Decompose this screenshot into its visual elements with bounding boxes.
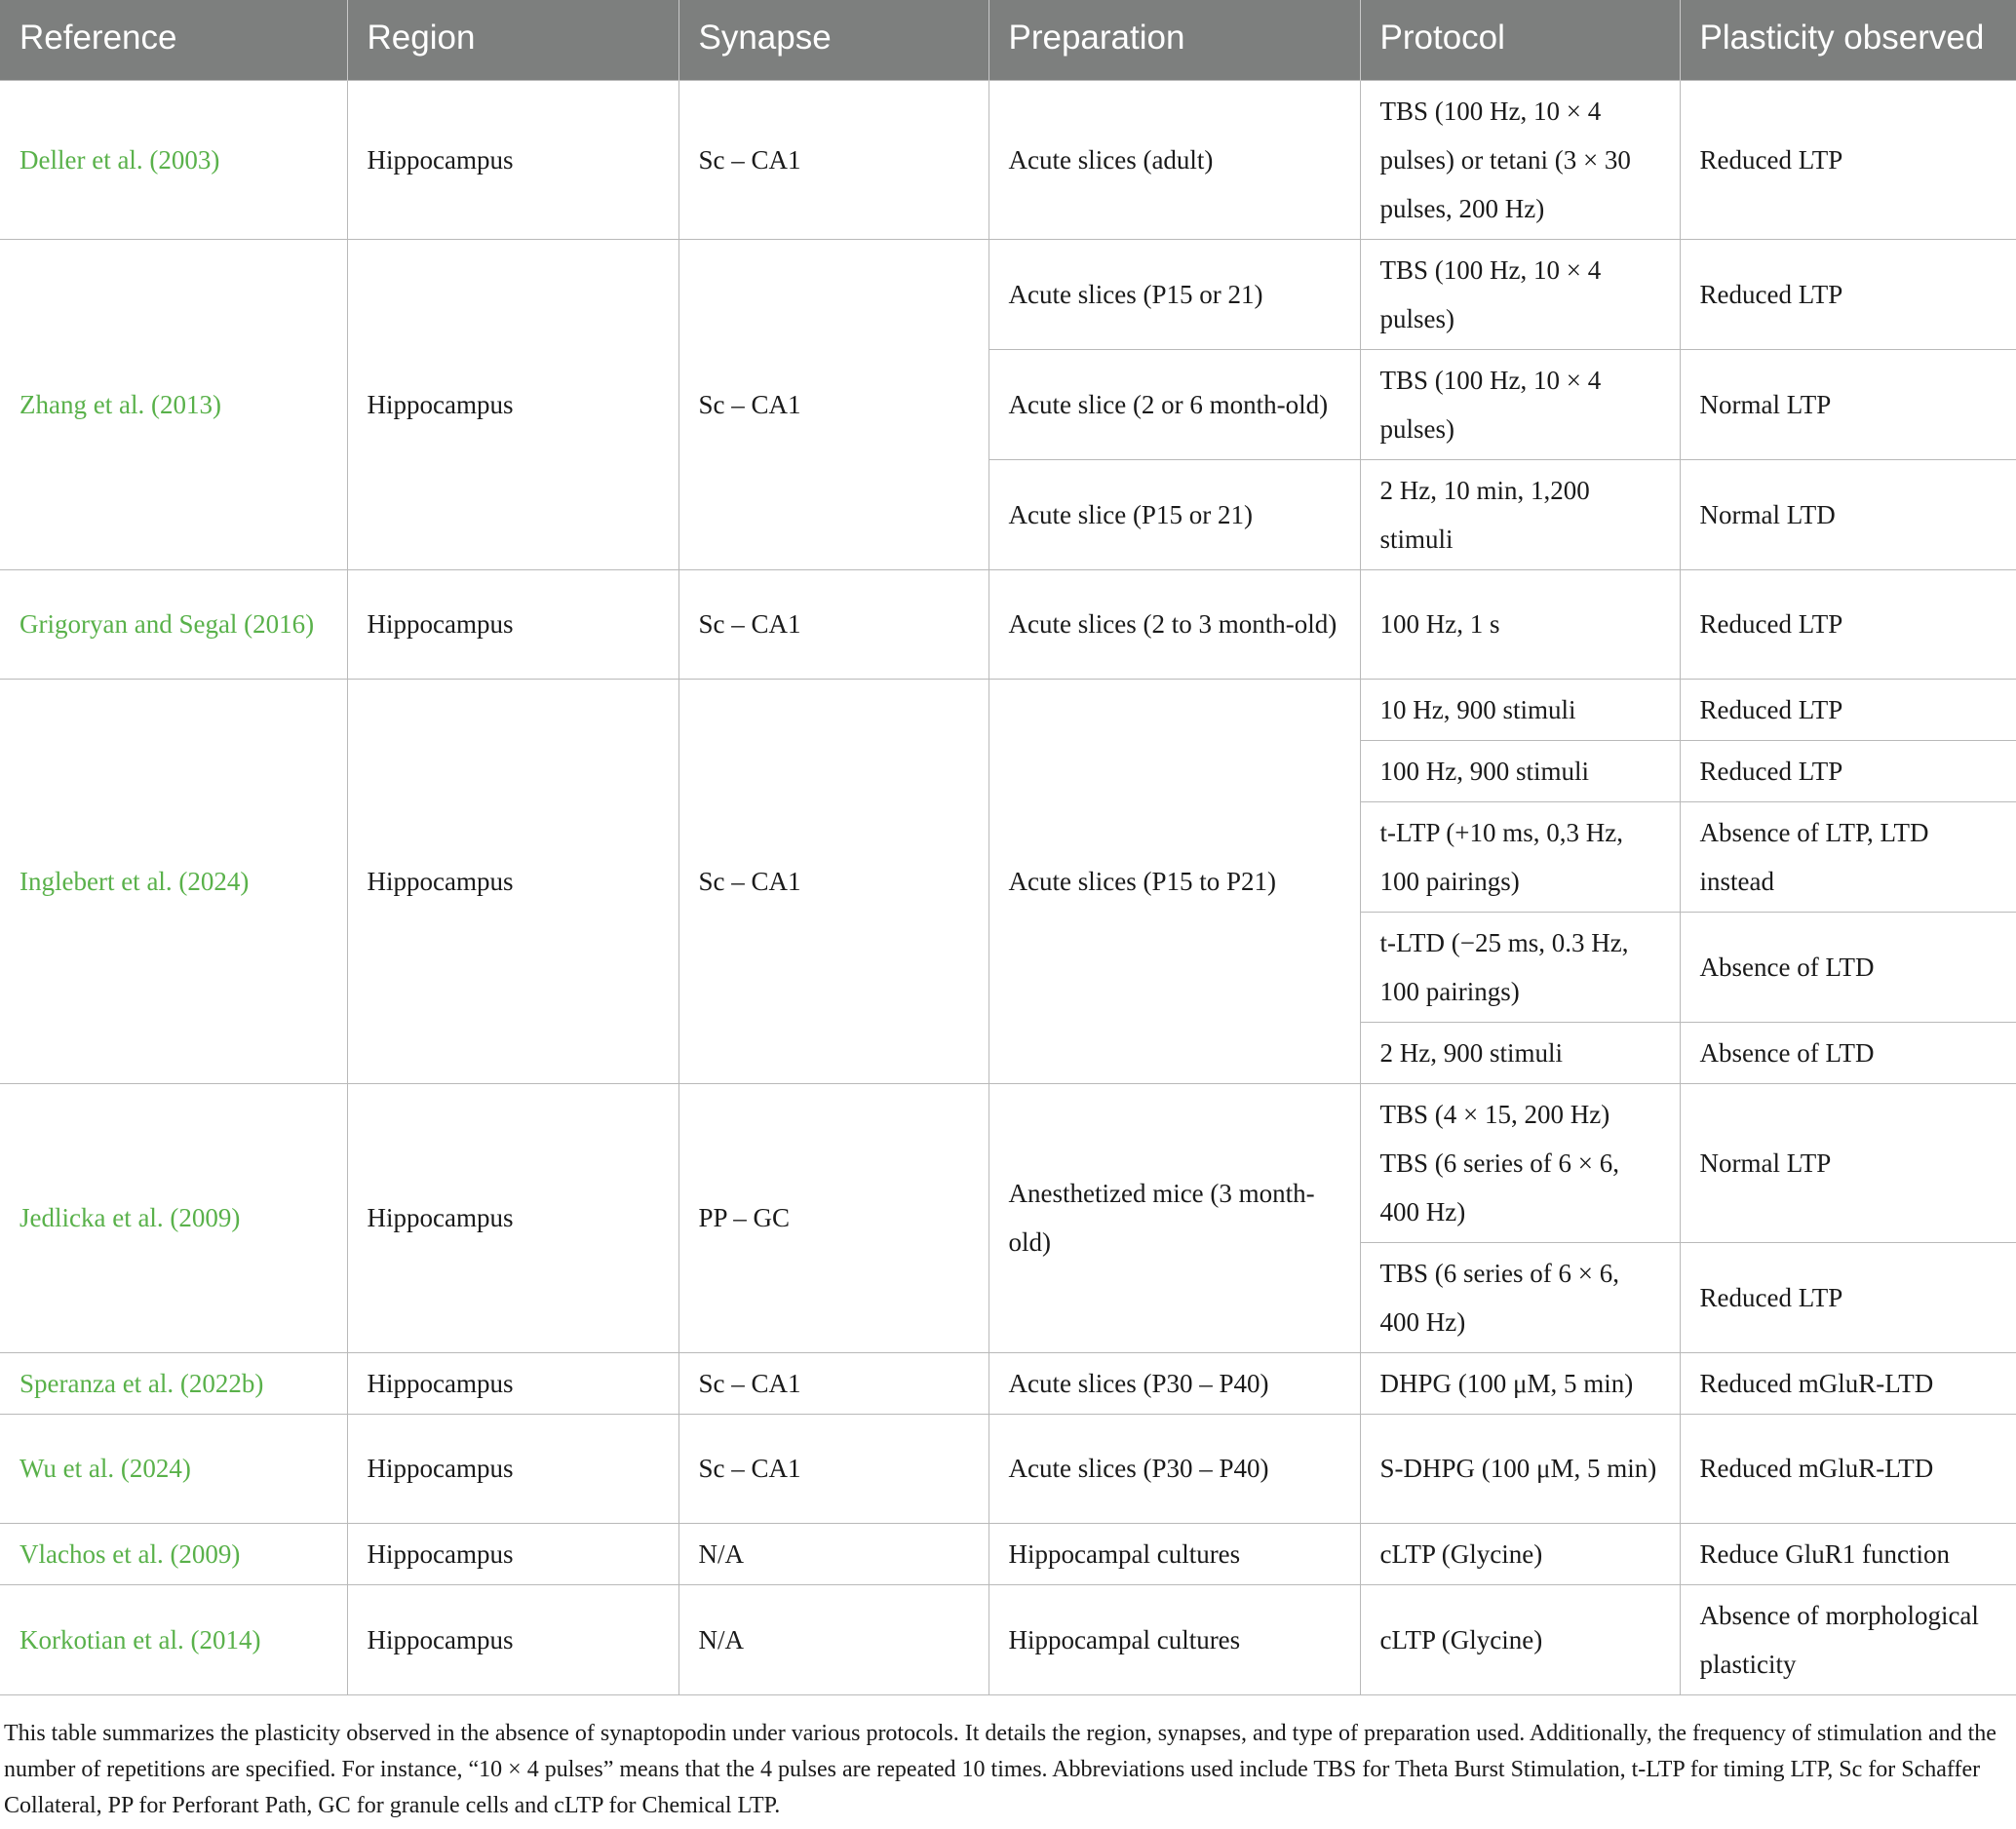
reference-link[interactable]: Zhang et al. (2013) — [0, 239, 347, 569]
preparation-cell: Acute slice (2 or 6 month-old) — [989, 349, 1360, 459]
plasticity-cell: Reduced LTP — [1680, 740, 2016, 801]
protocol-cell: t-LTD (−25 ms, 0.3 Hz, 100 pairings) — [1360, 912, 1680, 1022]
table-caption: This table summarizes the plasticity observed in the absence of synaptopodin under various protocols. It details the region, synapses, and type of preparation used. Additionally, the frequency of stimulation and the number of repetitions are specified. For instance, “10 × 4 pulses” means that the 4 pulses are repeated 10 times. Abbreviations used include TBS for Theta Burst Stimulation, t-LTP for timing LTP, Sc for Schaffer Collateral, PP for Perforant Path, GC for granule cells and cLTP for Chemical LTP. — [4, 1721, 1997, 1818]
protocol-cell: 100 Hz, 900 stimuli — [1360, 740, 1680, 801]
reference-link[interactable]: Wu et al. (2024) — [0, 1414, 347, 1523]
synapse-cell: Sc – CA1 — [678, 679, 989, 1083]
table-row — [0, 679, 2016, 740]
header-region: Region — [347, 0, 678, 80]
plasticity-cell: Absence of LTP, LTD instead — [1680, 801, 2016, 912]
region-cell: Hippocampus — [347, 1584, 678, 1694]
plasticity-cell: Absence of morphological plasticity — [1680, 1584, 2016, 1694]
protocol-cell: 2 Hz, 900 stimuli — [1360, 1022, 1680, 1083]
preparation-cell: Acute slices (P15 or 21) — [989, 239, 1360, 349]
region-cell: Hippocampus — [347, 80, 678, 239]
header-row — [0, 0, 2016, 80]
plasticity-cell: Reduced mGluR-LTD — [1680, 1352, 2016, 1414]
region-cell: Hippocampus — [347, 1523, 678, 1584]
plasticity-cell: Absence of LTD — [1680, 1022, 2016, 1083]
protocol-cell: S-DHPG (100 μM, 5 min) — [1360, 1414, 1680, 1523]
preparation-cell: Anesthetized mice (3 month-old) — [989, 1083, 1360, 1352]
table-header — [0, 0, 2016, 80]
protocol-cell: TBS (100 Hz, 10 × 4 pulses) — [1360, 349, 1680, 459]
protocol-cell: cLTP (Glycine) — [1360, 1584, 1680, 1694]
protocol-cell: 2 Hz, 10 min, 1,200 stimuli — [1360, 459, 1680, 569]
protocol-cell: TBS (6 series of 6 × 6, 400 Hz) — [1360, 1242, 1680, 1352]
preparation-cell: Hippocampal cultures — [989, 1523, 1360, 1584]
protocol-cell: 10 Hz, 900 stimuli — [1360, 679, 1680, 740]
protocol-cell: DHPG (100 μM, 5 min) — [1360, 1352, 1680, 1414]
table-row — [0, 1352, 2016, 1414]
plasticity-cell: Normal LTP — [1680, 1083, 2016, 1242]
synapse-cell: N/A — [678, 1523, 989, 1584]
reference-link[interactable]: Deller et al. (2003) — [0, 80, 347, 239]
plasticity-cell: Reduced LTP — [1680, 569, 2016, 679]
table-body — [0, 80, 2016, 1694]
region-cell: Hippocampus — [347, 569, 678, 679]
region-cell: Hippocampus — [347, 239, 678, 569]
region-cell: Hippocampus — [347, 679, 678, 1083]
header-plasticity-observed: Plasticity observed — [1680, 0, 2016, 80]
plasticity-cell: Absence of LTD — [1680, 912, 2016, 1022]
protocol-cell: TBS (4 × 15, 200 Hz) TBS (6 series of 6 × 6, 400 Hz) — [1360, 1083, 1680, 1242]
reference-link[interactable]: Jedlicka et al. (2009) — [0, 1083, 347, 1352]
header-reference: Reference — [0, 0, 347, 80]
plasticity-cell: Reduced LTP — [1680, 679, 2016, 740]
table-row — [0, 239, 2016, 349]
preparation-cell: Acute slices (2 to 3 month-old) — [989, 569, 1360, 679]
reference-link[interactable]: Speranza et al. (2022b) — [0, 1352, 347, 1414]
plasticity-cell: Reduced LTP — [1680, 80, 2016, 239]
table-row — [0, 1584, 2016, 1694]
protocol-cell: TBS (100 Hz, 10 × 4 pulses) or tetani (3 × 30 pulses, 200 Hz) — [1360, 80, 1680, 239]
preparation-cell: Hippocampal cultures — [989, 1584, 1360, 1694]
plasticity-cell: Reduced mGluR-LTD — [1680, 1414, 2016, 1523]
protocol-cell: cLTP (Glycine) — [1360, 1523, 1680, 1584]
reference-link[interactable]: Inglebert et al. (2024) — [0, 679, 347, 1083]
reference-link[interactable]: Vlachos et al. (2009) — [0, 1523, 347, 1584]
preparation-cell: Acute slices (adult) — [989, 80, 1360, 239]
plasticity-cell: Normal LTP — [1680, 349, 2016, 459]
synapse-cell: Sc – CA1 — [678, 1414, 989, 1523]
synapse-cell: PP – GC — [678, 1083, 989, 1352]
plasticity-cell: Reduce GluR1 function — [1680, 1523, 2016, 1584]
preparation-cell: Acute slices (P15 to P21) — [989, 679, 1360, 1083]
protocol-cell: TBS (100 Hz, 10 × 4 pulses) — [1360, 239, 1680, 349]
header-synapse: Synapse — [678, 0, 989, 80]
table-row — [0, 1414, 2016, 1523]
synapse-cell: Sc – CA1 — [678, 80, 989, 239]
region-cell: Hippocampus — [347, 1352, 678, 1414]
plasticity-cell: Normal LTD — [1680, 459, 2016, 569]
table-row — [0, 1083, 2016, 1242]
table-row — [0, 569, 2016, 679]
header-preparation: Preparation — [989, 0, 1360, 80]
region-cell: Hippocampus — [347, 1083, 678, 1352]
preparation-cell: Acute slice (P15 or 21) — [989, 459, 1360, 569]
plasticity-cell: Reduced LTP — [1680, 1242, 2016, 1352]
preparation-cell: Acute slices (P30 – P40) — [989, 1414, 1360, 1523]
header-protocol: Protocol — [1360, 0, 1680, 80]
synapse-cell: Sc – CA1 — [678, 569, 989, 679]
synapse-cell: N/A — [678, 1584, 989, 1694]
reference-link[interactable]: Grigoryan and Segal (2016) — [0, 569, 347, 679]
synapse-cell: Sc – CA1 — [678, 1352, 989, 1414]
preparation-cell: Acute slices (P30 – P40) — [989, 1352, 1360, 1414]
reference-link[interactable]: Korkotian et al. (2014) — [0, 1584, 347, 1694]
protocol-cell: t-LTP (+10 ms, 0,3 Hz, 100 pairings) — [1360, 801, 1680, 912]
table-row — [0, 80, 2016, 239]
plasticity-cell: Reduced LTP — [1680, 239, 2016, 349]
region-cell: Hippocampus — [347, 1414, 678, 1523]
protocol-cell: 100 Hz, 1 s — [1360, 569, 1680, 679]
synapse-cell: Sc – CA1 — [678, 239, 989, 569]
table-row — [0, 1523, 2016, 1584]
